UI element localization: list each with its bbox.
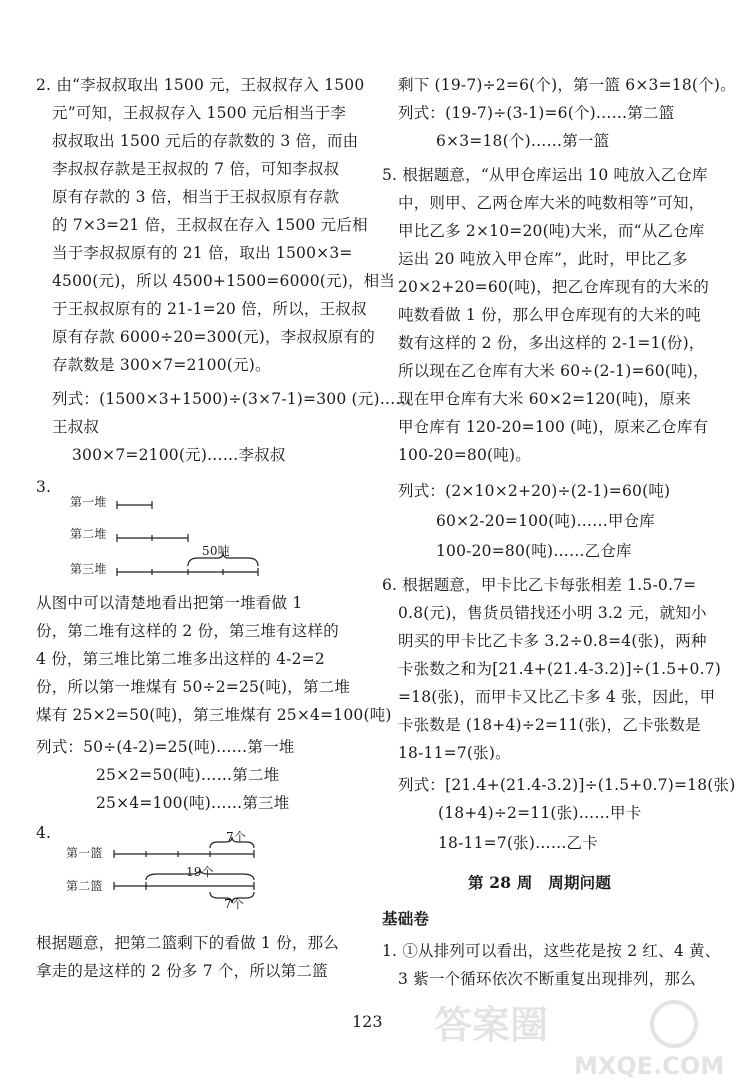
p6-line-4: 卡张数之和为[21.4+(21.4-3.2)]÷(1.5+0.7) bbox=[398, 660, 722, 678]
diagram4-segments bbox=[0, 0, 372, 920]
p2-line-6: 的 7×3=21 倍，王叔叔在存入 1500 元后相 bbox=[52, 216, 368, 234]
p5-line-2: 中，则甲、乙两仓库大米的吨数相等”可知， bbox=[398, 194, 705, 212]
p4-line-2: 拿走的是这样的 2 份多 7 个，所以第二篮 bbox=[36, 962, 328, 980]
page-number: 123 bbox=[352, 1012, 383, 1031]
diagram3-brace-label: 50吨 bbox=[202, 544, 230, 558]
p2-line-1: 2. 由“李叔叔取出 1500 元，王叔叔存入 1500 bbox=[36, 76, 365, 94]
p6-line-3: 明买的甲卡比乙卡多 3.2÷0.8=4(张)，两种 bbox=[398, 632, 707, 650]
p5-line-10: 甲仓库有 120-20=100 (吨)，原来乙仓库有 bbox=[398, 418, 709, 436]
p6-formula-3: 18-11=7(张)……乙卡 bbox=[438, 834, 598, 852]
p4-number: 4. bbox=[36, 824, 52, 842]
p5-line-7: 数有这样的 2 份，多出这样的 2-1=1(份)， bbox=[398, 334, 705, 352]
p3-number: 3. bbox=[36, 478, 52, 496]
diagram4-mid-label: 19个 bbox=[186, 865, 214, 879]
diagram3-label-2: 第二堆 bbox=[70, 527, 107, 541]
p6-formula-1: 列式：[21.4+(21.4-3.2)]÷(1.5+0.7)=18(张) bbox=[398, 776, 736, 794]
p5-line-11: 100-20=80(吨)。 bbox=[398, 446, 531, 464]
p3-line-1: 从图中可以清楚地看出把第一堆看做 1 bbox=[36, 594, 303, 612]
week-heading: 第 28 周 周期问题 bbox=[468, 873, 612, 892]
p5-line-3: 甲比乙多 2×10=20(吨)大米，而“从乙仓库 bbox=[398, 222, 705, 240]
diagram4-label-1: 第一篮 bbox=[66, 846, 103, 860]
p2-line-7: 当于李叔叔原有的 21 倍，取出 1500×3= bbox=[52, 244, 353, 262]
p2-line-8: 4500(元)，所以 4500+1500=6000(元)，相当 bbox=[52, 272, 396, 290]
q1-line-1: 1. ①从排列可以看出，这些花是按 2 红、4 黄、 bbox=[382, 942, 721, 960]
p5-line-5: 20×2+20=60(吨)，把乙仓库现有的大米的 bbox=[398, 278, 709, 296]
svg-text:答案圈: 答案圈 bbox=[434, 1003, 549, 1047]
p6-line-6: 卡张数是 (18+4)÷2=11(张)，乙卡张数是 bbox=[398, 716, 701, 734]
watermark-logo bbox=[424, 996, 740, 1080]
p5-line-6: 吨数看做 1 份，那么甲仓库现有的大米的吨 bbox=[398, 306, 701, 324]
p2-line-3: 叔叔取出 1500 元后的存款数的 3 倍，而由 bbox=[52, 132, 359, 150]
p3-formula-1: 列式：50÷(4-2)=25(吨)……第一堆 bbox=[36, 738, 295, 756]
p4-cont-line: 剩下 (19-7)÷2=6(个)，第一篮 6×3=18(个)。 bbox=[398, 76, 736, 94]
diagram4-bottom-label: 7个 bbox=[224, 897, 245, 911]
p6-line-5: =18(张)，而甲卡又比乙卡多 4 张，因此，甲 bbox=[398, 688, 716, 706]
p4-line-1: 根据题意，把第二篮剩下的看做 1 份，那么 bbox=[36, 934, 339, 952]
svg-text:MXQE.COM: MXQE.COM bbox=[574, 1052, 725, 1080]
p5-line-8: 所以现在乙仓库有大米 60÷(2-1)=60(吨)， bbox=[398, 362, 709, 380]
p5-formula-1: 列式：(2×10×2+20)÷(2-1)=60(吨) bbox=[398, 482, 671, 500]
p6-formula-2: (18+4)÷2=11(张)……甲卡 bbox=[438, 804, 642, 822]
p2-formula-1-cont: 王叔叔 bbox=[52, 418, 100, 436]
p2-line-11: 存款数是 300×7=2100(元)。 bbox=[52, 356, 271, 374]
p2-line-4: 李叔叔存款是王叔叔的 7 倍，可知李叔叔 bbox=[52, 160, 340, 178]
p5-line-4: 运出 20 吨放入甲仓库”，此时，甲比乙多 bbox=[398, 250, 688, 268]
p5-line-9: 现在甲仓库有大米 60×2=120(吨)，原来 bbox=[398, 390, 691, 408]
p6-line-1: 6. 根据题意，甲卡比乙卡每张相差 1.5-0.7= bbox=[382, 576, 697, 594]
q1-line-2: 3 紫一个循环依次不断重复出现排列，那么 bbox=[398, 970, 696, 988]
p2-line-10: 原有存款 6000÷20=300(元)，李叔叔原有的 bbox=[52, 328, 375, 346]
p4-formula-2: 6×3=18(个)……第一篮 bbox=[436, 132, 610, 150]
p3-line-3: 4 份，第三堆比第二堆多出这样的 4-2=2 bbox=[36, 650, 325, 668]
p5-line-1: 5. 根据题意，“从甲仓库运出 10 吨放入乙仓库 bbox=[382, 166, 708, 184]
p3-formula-2: 25×2=50(吨)……第二堆 bbox=[96, 766, 280, 784]
p6-line-7: 18-11=7(张)。 bbox=[398, 744, 511, 762]
diagram4-label-2: 第二篮 bbox=[66, 879, 103, 893]
p3-formula-3: 25×4=100(吨)……第三堆 bbox=[96, 794, 290, 812]
p5-formula-3: 100-20=80(吨)……乙仓库 bbox=[436, 542, 632, 560]
p2-line-2: 元”可知，王叔叔存入 1500 元后相当于李 bbox=[52, 104, 347, 122]
p5-formula-2: 60×2-20=100(吨)……甲仓库 bbox=[436, 512, 655, 530]
p3-line-5: 煤有 25×2=50(吨)，第三堆煤有 25×4=100(吨) bbox=[36, 706, 392, 724]
section-label: 基础卷 bbox=[382, 909, 430, 928]
diagram3-label-3: 第三堆 bbox=[70, 562, 107, 576]
p2-line-5: 原有存款的 3 倍，相当于王叔叔原有存款 bbox=[52, 188, 340, 206]
p3-line-4: 份，所以第一堆煤有 50÷2=25(吨)，第二堆 bbox=[36, 678, 351, 696]
diagram4-top-label: 7个 bbox=[226, 830, 247, 844]
p2-line-9: 于王叔叔原有的 21-1=20 倍，所以，王叔叔 bbox=[52, 300, 367, 318]
p2-formula-1: 列式：(1500×3+1500)÷(3×7-1)=300 (元)…… bbox=[52, 390, 412, 408]
p4-formula-1: 列式：(19-7)÷(3-1)=6(个)……第二篮 bbox=[398, 104, 675, 122]
diagram3-label-1: 第一堆 bbox=[70, 495, 107, 509]
p3-line-2: 份，第二堆有这样的 2 份，第三堆有这样的 bbox=[36, 622, 339, 640]
p6-line-2: 0.8(元)，售货员错找还小明 3.2 元，就知小 bbox=[398, 604, 707, 622]
p2-formula-2: 300×7=2100(元)……李叔叔 bbox=[72, 446, 286, 464]
